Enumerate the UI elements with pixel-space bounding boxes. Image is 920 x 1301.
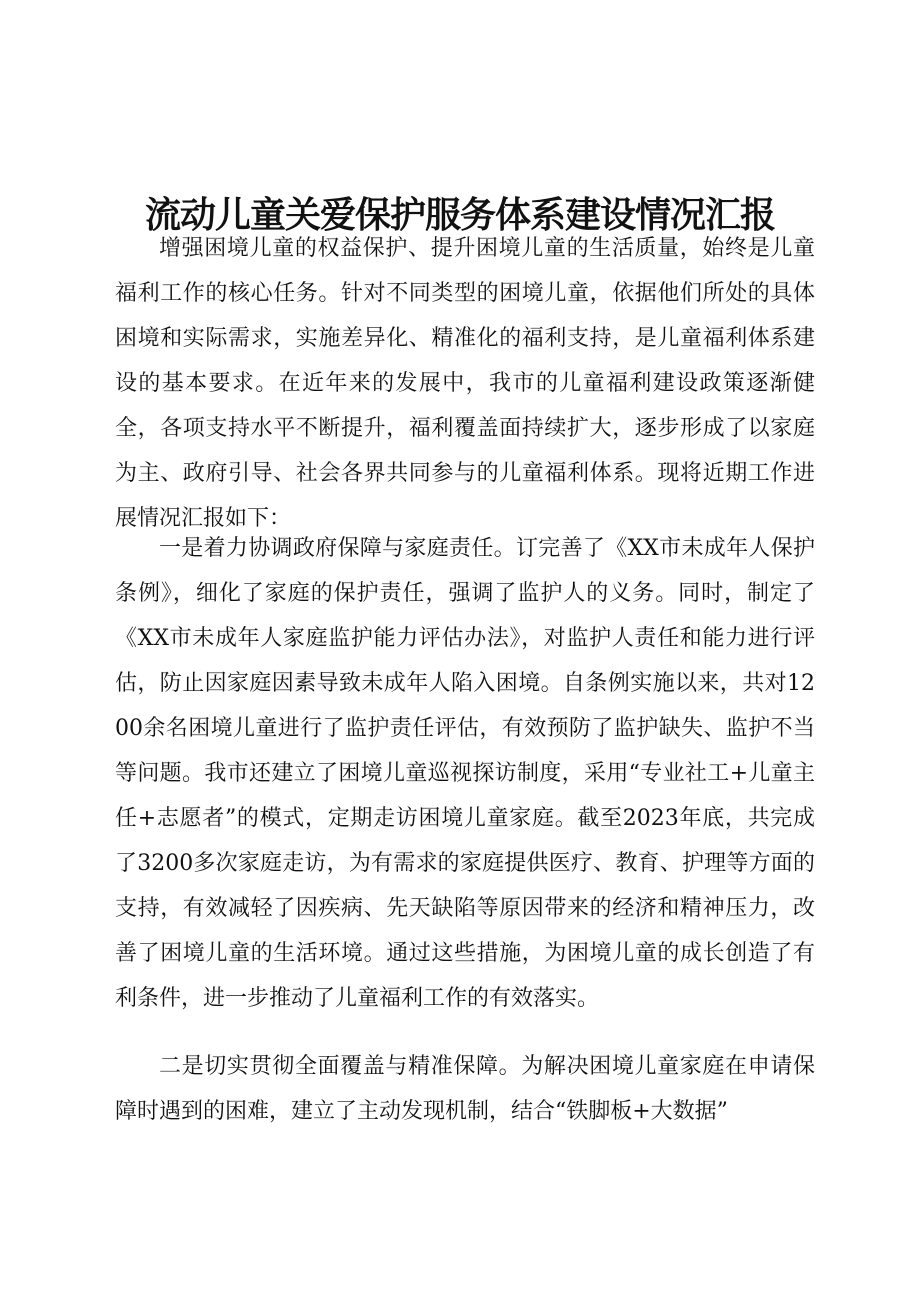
paragraph-point-one: 一是着力协调政府保障与家庭责任。订完善了《XX市未成年人保护条例》，细化了家庭的保护责任，强调了监护人的义务。同时，制定了《XX市未成年人家庭监护能力评估办法》，对监护人责任和能力进行评估，防止因家庭因素导致未成年人陷入困境。自条例实施以来，共对1200余名困境儿童进行了监护责任评估，有效预防了监护缺失、监护不当等问题。我市还建立了困境儿童巡视探访制度，采用“专业社工+儿童主任+志愿者”的模式，定期走访困境儿童家庭。截至2023年底，共完成了3200多次家庭走访，为有需求的家庭提供医疗、教育、护理等方面的支持，有效减轻了因疾病、先天缺陷等原因带来的经济和精神压力，改善了困境儿童的生活环境。通过这些措施，为困境儿童的成长创造了有利条件，进一步推动了儿童福利工作的有效落实。 [115,536,815,1011]
paragraph-intro: 增强困境儿童的权益保护、提升困境儿童的生活质量，始终是儿童福利工作的核心任务。针对不同类型的困境儿童，依据他们所处的具体困境和实际需求，实施差异化、精准化的福利支持，是儿童福利体系建设的基本要求。在近年来的发展中，我市的儿童福利建设政策逐渐健全，各项支持水平不断提升，福利覆盖面持续扩大，逐步形成了以家庭为主、政府引导、社会各界共同参与的儿童福利体系。现将近期工作进展情况汇报如下： [115,236,815,531]
paragraph-point-two: 二是切实贯彻全面覆盖与精准保障。为解决困境儿童家庭在申请保障时遇到的困难，建立了主动发现机制，结合“铁脚板+大数据” [115,1054,815,1124]
document-title: 流动儿童关爱保护服务体系建设情况汇报 [144,195,775,237]
